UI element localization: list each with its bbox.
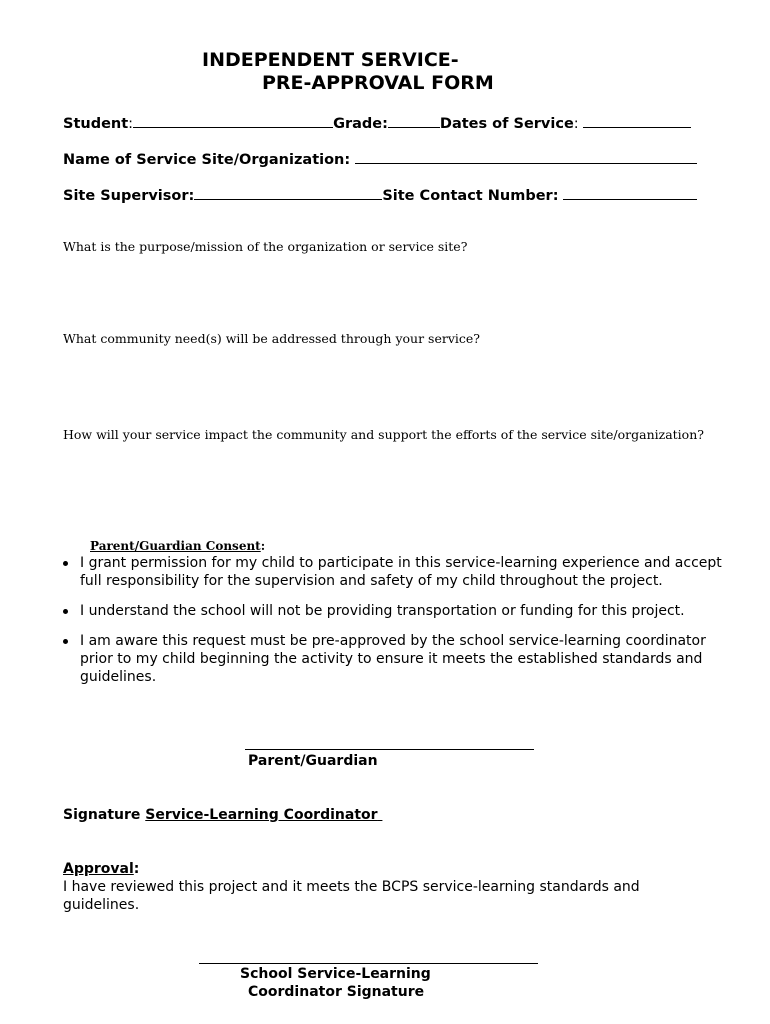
signature-word: Signature xyxy=(63,807,141,823)
question-community-need: What community need(s) will be addressed through your service? xyxy=(63,331,480,346)
parent-guardian-label: Parent/Guardian xyxy=(248,753,378,769)
coordinator-signature-row xyxy=(63,806,382,824)
question-purpose: What is the purpose/mission of the organization or service site? xyxy=(63,239,468,254)
approval-heading-text: Approval xyxy=(63,861,134,877)
coordinator-sig-label-line1: School Service-Learning xyxy=(240,966,431,982)
student-row xyxy=(63,113,691,133)
consent-heading-text: Parent/Guardian Consent xyxy=(90,539,261,553)
supervisor-row xyxy=(63,185,697,205)
parent-signature-line[interactable] xyxy=(245,749,534,750)
grade-label: Grade: xyxy=(333,116,388,132)
supervisor-label: Site Supervisor: xyxy=(63,188,195,204)
consent-bullet-permission: I grant permission for my child to participate in this service-learning experience and accept full responsibility for the supervision and safety of my child throughout the project. xyxy=(62,554,722,590)
site-input-line[interactable] xyxy=(355,149,697,164)
site-label: Name of Service Site/Organization: xyxy=(63,152,351,168)
student-label: Student xyxy=(63,116,129,132)
grade-input-line[interactable] xyxy=(388,113,440,128)
contact-input-line[interactable] xyxy=(563,185,697,200)
dates-label: Dates of Service xyxy=(439,116,574,132)
dates-colon: : xyxy=(573,116,579,132)
approval-heading xyxy=(63,860,139,878)
site-row xyxy=(63,149,697,169)
form-title-line1: INDEPENDENT SERVICE- xyxy=(202,49,459,71)
consent-bullet-preapproval: I am aware this request must be pre-approved by the school service-learning coordinator prior to my child beginning the activity to ensure it meets the established standards and guidelines. xyxy=(62,632,722,686)
consent-heading xyxy=(90,539,265,554)
consent-bullet-list xyxy=(62,554,722,698)
form-title-line2: PRE-APPROVAL FORM xyxy=(262,72,494,94)
supervisor-input-line[interactable] xyxy=(194,185,382,200)
approval-text: I have reviewed this project and it meets the BCPS service-learning standards and guidelines. xyxy=(63,879,640,913)
dates-input-line[interactable] xyxy=(583,113,691,128)
approval-heading-colon: : xyxy=(133,861,140,877)
question-impact: How will your service impact the community and support the efforts of the service site/organization? xyxy=(63,427,704,442)
student-colon: : xyxy=(128,116,134,132)
contact-label: Site Contact Number: xyxy=(382,188,559,204)
coordinator-signature-line[interactable] xyxy=(199,963,538,964)
student-input-line[interactable] xyxy=(133,113,333,128)
coordinator-label: Service-Learning Coordinator xyxy=(145,807,378,823)
consent-bullet-transportation: I understand the school will not be providing transportation or funding for this project. xyxy=(62,602,722,620)
coordinator-sig-label-line2: Coordinator Signature xyxy=(248,984,425,1000)
consent-heading-colon: : xyxy=(260,539,266,553)
